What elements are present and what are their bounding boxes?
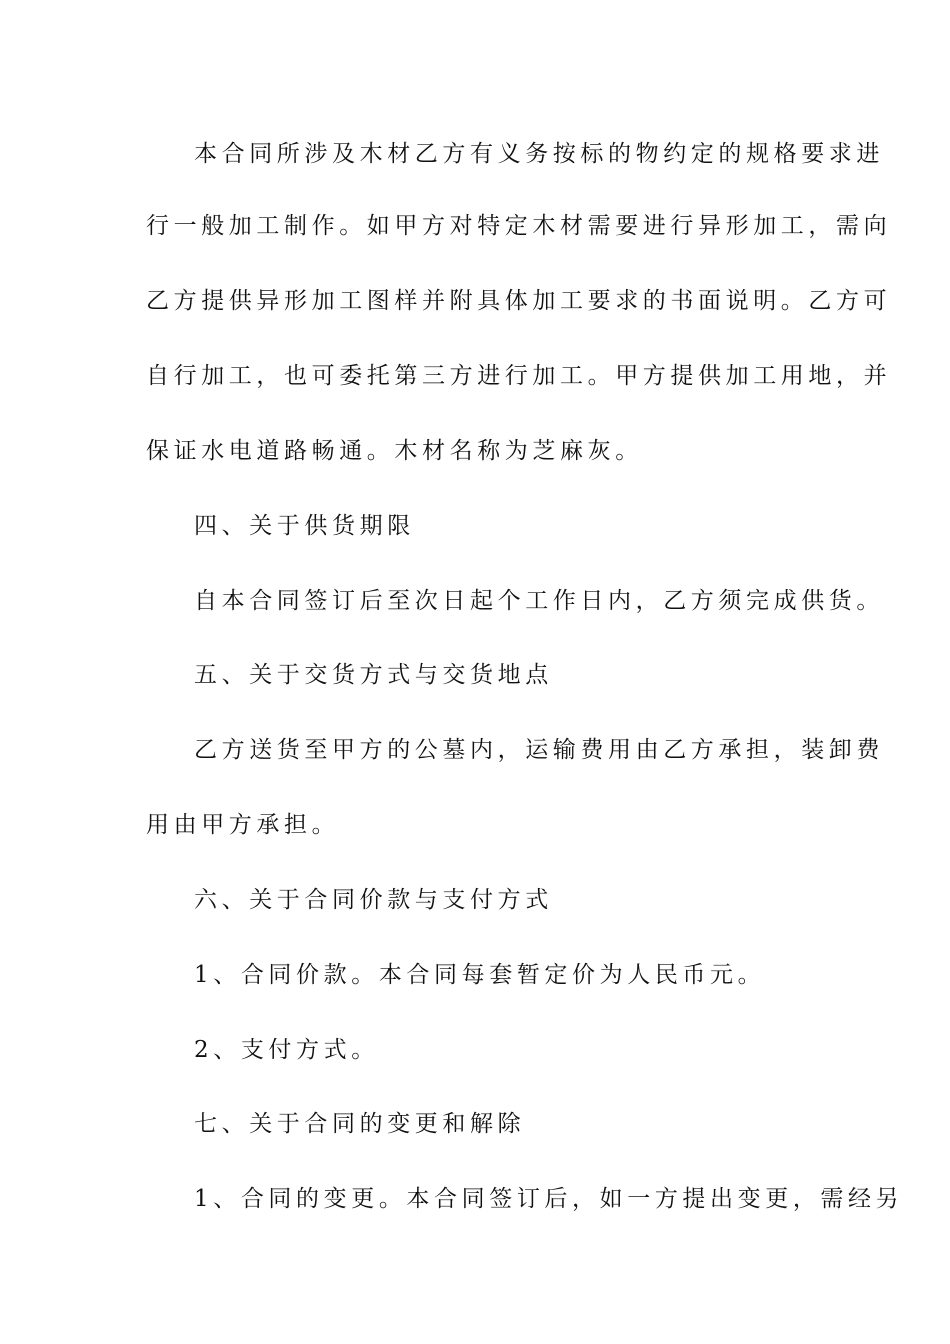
paragraph-line: 自本合同签订后至次日起个工作日内，乙方须完成供货。: [194, 588, 884, 614]
paragraph-line: 本合同所涉及木材乙方有义务按标的物约定的规格要求进: [194, 141, 884, 167]
paragraph-line: 用由甲方承担。: [146, 812, 340, 838]
paragraph-line: 乙方提供异形加工图样并附具体加工要求的书面说明。乙方可: [146, 288, 892, 314]
list-item: 1、合同价款。本合同每套暂定价为人民币元。: [194, 962, 766, 988]
list-item: 1、合同的变更。本合同签订后，如一方提出变更，需经另: [194, 1186, 904, 1212]
paragraph-line: 保证水电道路畅通。木材名称为芝麻灰。: [146, 438, 643, 464]
paragraph-line: 自行加工，也可委托第三方进行加工。甲方提供加工用地，并: [146, 363, 892, 389]
section-heading: 五、关于交货方式与交货地点: [194, 662, 553, 688]
list-item: 2、支付方式。: [194, 1037, 379, 1063]
section-heading: 七、关于合同的变更和解除: [194, 1111, 526, 1137]
paragraph-line: 行一般加工制作。如甲方对特定木材需要进行异形加工，需向: [146, 213, 892, 239]
section-heading: 六、关于合同价款与支付方式: [194, 887, 553, 913]
section-heading: 四、关于供货期限: [194, 513, 415, 539]
paragraph-line: 乙方送货至甲方的公墓内，运输费用由乙方承担，装卸费: [194, 737, 884, 763]
